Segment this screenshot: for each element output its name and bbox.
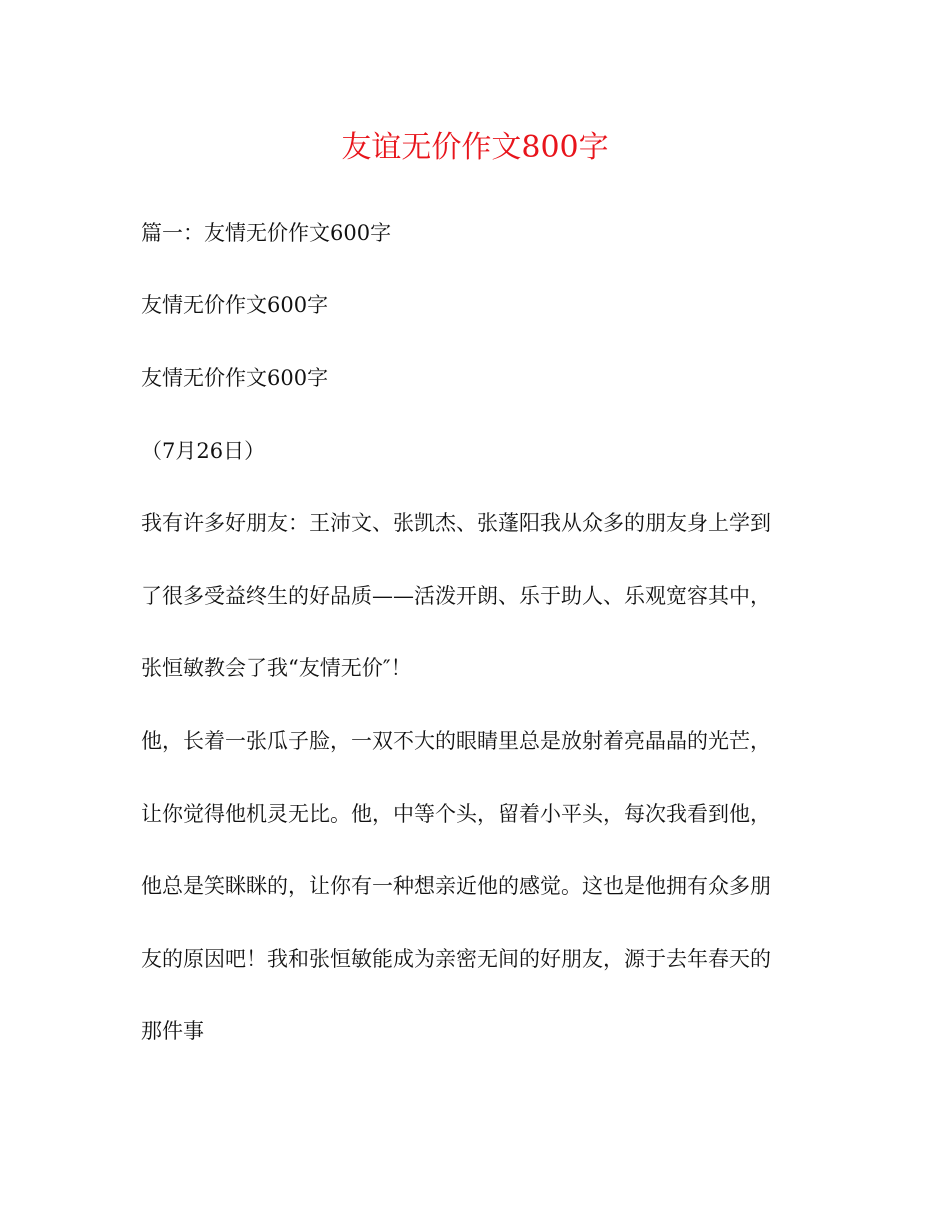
text-line: 让你觉得他机灵无比。他，中等个头，留着小平头，每次我看到他， <box>141 802 771 826</box>
text-line: 张恒敏教会了我“友情无价″！ <box>141 656 412 680</box>
text-line: 了很多受益终生的好品质——活泼开朗、乐于助人、乐观宽容其中， <box>141 584 771 608</box>
section-heading: 篇一：友情无价作文600字 <box>141 221 392 245</box>
text-line: 他总是笑眯眯的，让你有一种想亲近他的感觉。这也是他拥有众多朋 <box>141 874 771 898</box>
text-line: 他，长着一张瓜子脸，一双不大的眼睛里总是放射着亮晶晶的光芒， <box>141 729 771 753</box>
document-title: 友谊无价作文800字 <box>341 130 609 165</box>
text-line: 友情无价作文600字 <box>141 293 329 317</box>
text-line: 我有许多好朋友：王沛文、张凯杰、张蓬阳我从众多的朋友身上学到 <box>141 511 771 535</box>
text-line: 那件事 <box>141 1019 204 1043</box>
text-line: 友的原因吧！我和张恒敏能成为亲密无间的好朋友，源于去年春天的 <box>141 947 771 971</box>
text-line: 友情无价作文600字 <box>141 366 329 390</box>
date-line: （7月26日） <box>141 439 266 463</box>
